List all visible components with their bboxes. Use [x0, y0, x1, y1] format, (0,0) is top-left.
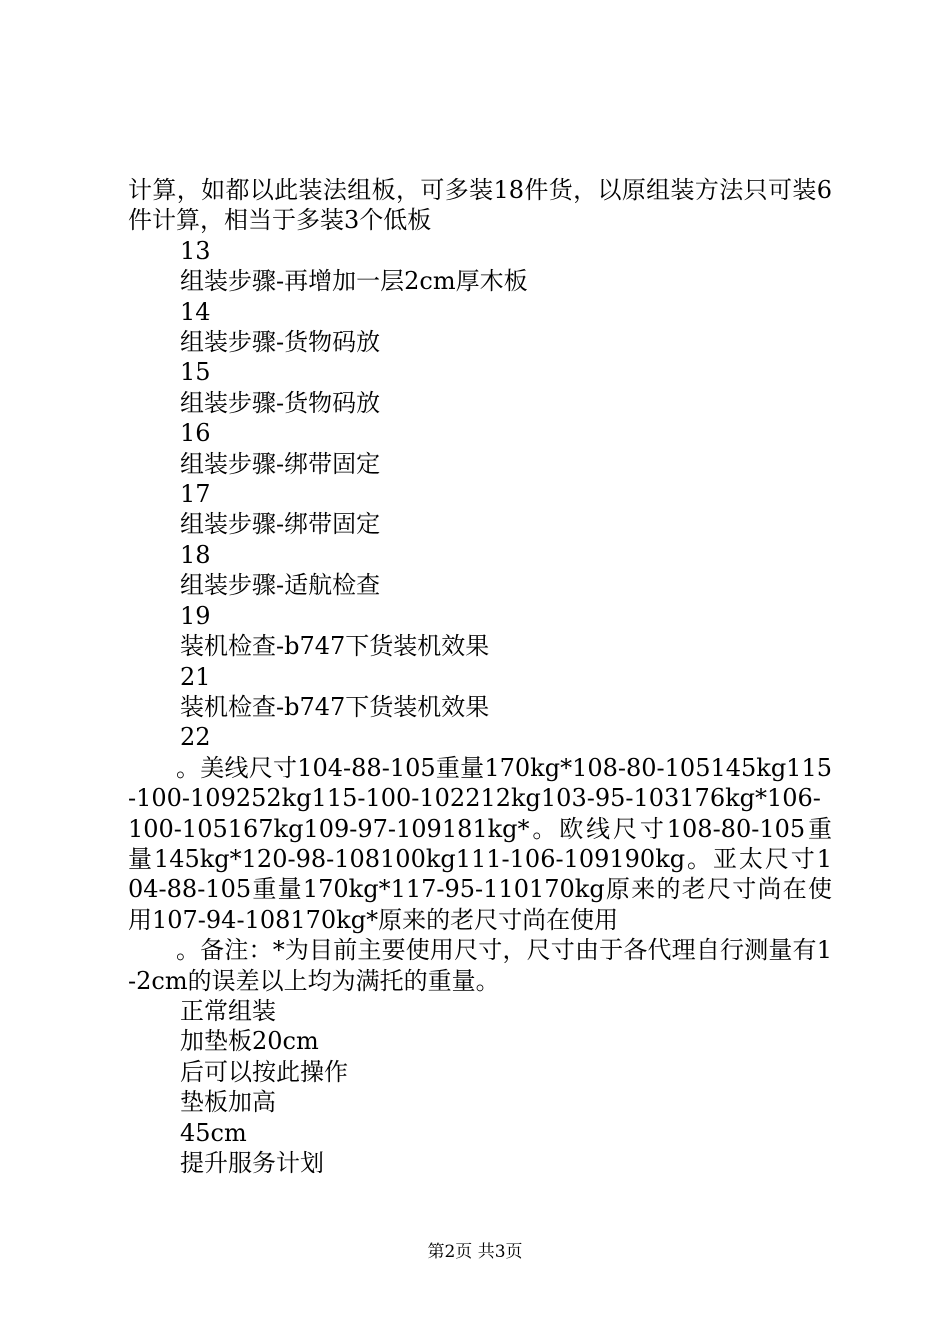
step-title: 组装步骤-再增加一层2cm厚木板: [180, 267, 528, 296]
step-number: 13: [180, 236, 211, 265]
page-footer: [0, 1241, 950, 1263]
assembly-line: 加垫板20cm: [180, 1027, 319, 1056]
step-title: 组装步骤-适航检查: [180, 571, 381, 600]
step-title: 组装步骤-绑带固定: [180, 510, 381, 539]
step-number: 14: [180, 297, 211, 326]
step-number: 19: [180, 601, 211, 630]
step-title: 组装步骤-货物码放: [180, 328, 381, 357]
size-paragraph: 。美线尺寸104-88-105重量170kg*108-80-105145kg115-100-109252kg115-100-102212kg103-95-103176kg*106-100-105167kg109-97-109181kg*。欧线尺寸108-80-105重量145kg*120-98-108100kg111-106-109190kg。亚太尺寸104-88-105重量170kg*117-95-110170kg原来的老尺寸尚在使用107-94-108170kg*原来的老尺寸尚在使用: [128, 753, 832, 934]
document-body: [128, 175, 832, 1178]
step-number: 15: [180, 358, 211, 387]
step-title: 装机检查-b747下货装机效果: [180, 632, 490, 661]
step-number: 21: [180, 662, 211, 691]
assembly-line: 后可以按此操作: [180, 1057, 348, 1086]
step-title: 组装步骤-绑带固定: [180, 449, 381, 478]
assembly-line: 垫板加高: [180, 1088, 276, 1117]
note-paragraph: 。备注：*为目前主要使用尺寸，尺寸由于各代理自行测量有1-2cm的误差以上均为满托的重量。: [128, 936, 832, 995]
step-list: [128, 236, 832, 753]
assembly-list: [128, 996, 832, 1178]
step-number: 16: [180, 419, 211, 448]
page-number-label: 第2页 共3页: [427, 1242, 523, 1262]
step-number: 18: [180, 540, 211, 569]
assembly-line: 提升服务计划: [180, 1149, 324, 1177]
step-number: 17: [180, 480, 211, 509]
assembly-line: 正常组装: [180, 996, 276, 1025]
step-title: 组装步骤-货物码放: [180, 388, 381, 417]
assembly-line: 45cm: [180, 1118, 247, 1147]
intro-paragraph: 计算，如都以此装法组板，可多装18件货，以原组装方法只可装6件计算，相当于多装3个低板: [128, 176, 832, 235]
step-title: 装机检查-b747下货装机效果: [180, 692, 490, 721]
step-number: 22: [180, 723, 211, 752]
